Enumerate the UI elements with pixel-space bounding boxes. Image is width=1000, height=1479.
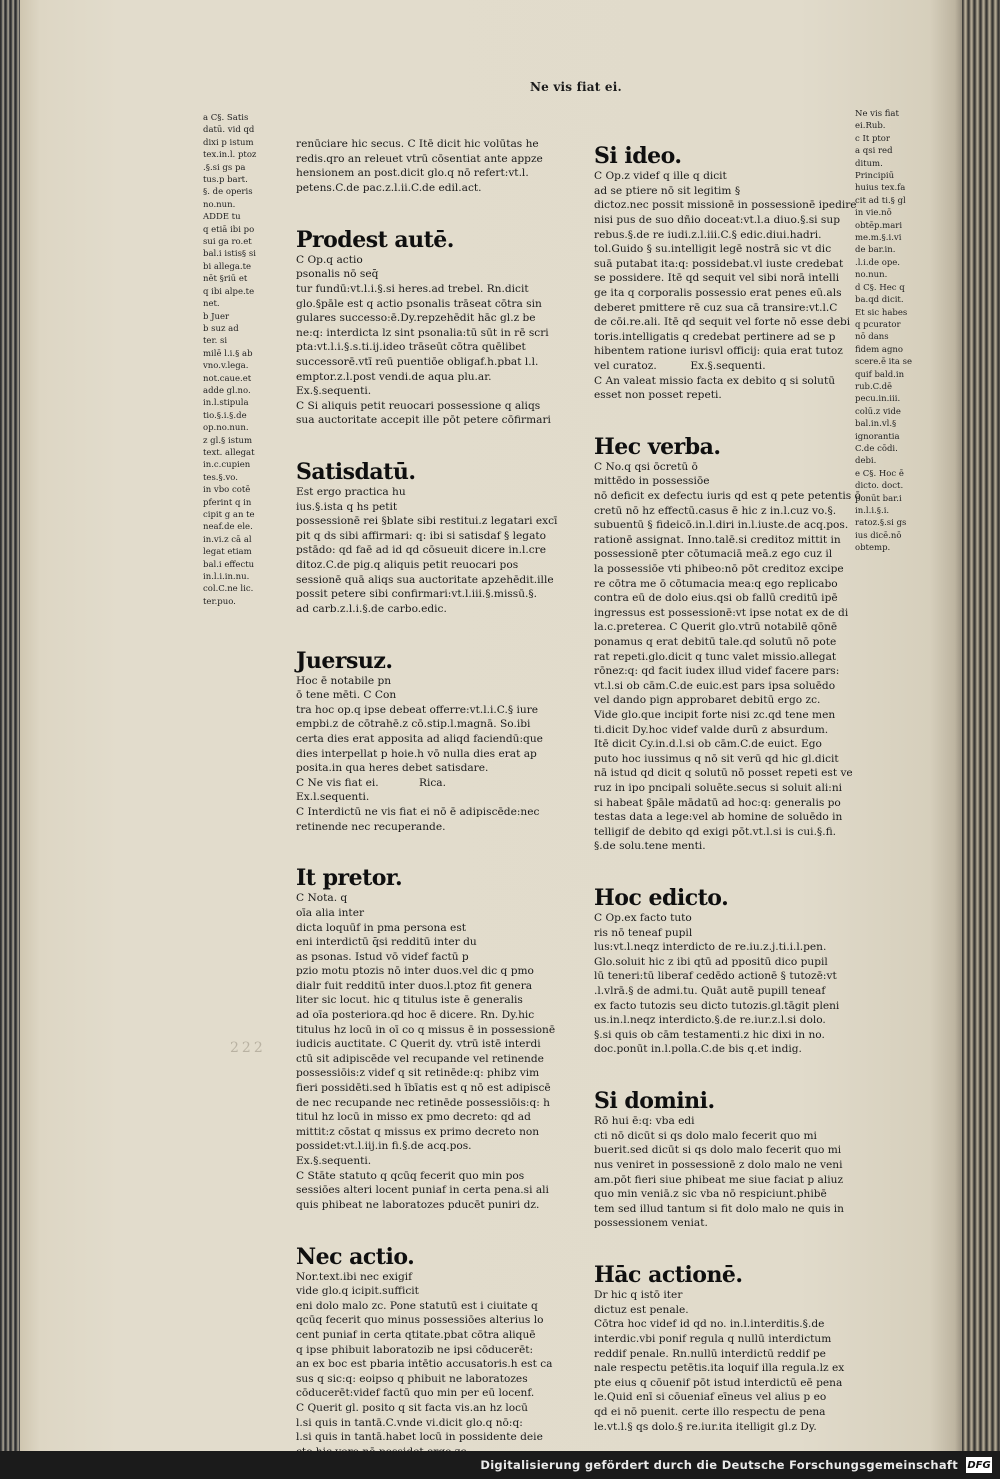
gloss-line: cit ad ti.§ gl — [855, 195, 906, 206]
col2-section-1 — [594, 169, 857, 403]
gloss-line: q etiā ibi po — [203, 224, 255, 235]
text-line: possessionē pter cōtumaciā meā.z ego cuz il — [594, 548, 833, 561]
gloss-line: huius tex.fa — [855, 183, 906, 194]
text-line: C Op.ex facto tuto — [594, 912, 692, 925]
text-line: vt.l.si ob cām.C.de euic.est pars ipsa soluēdo — [594, 679, 836, 692]
text-line: la possessiōe vti phibeo:nō pōt creditoz excipe — [594, 563, 844, 576]
gloss-line: datū. vid qd — [203, 125, 255, 136]
gloss-line: cipit g an te — [203, 510, 255, 520]
text-line: Glo.soluit hic z ibi qtū ad ppositū dico pupil — [594, 955, 828, 968]
text-line: doc.ponūt in.l.polla.C.de bis q.et indig. — [594, 1043, 802, 1056]
gloss-line: colū.z vide — [855, 406, 901, 417]
text-line: an ex boc est pbaria intētio accusatoris.h est ca — [296, 1358, 553, 1371]
heading-hac-actione: Hāc actionē. — [594, 1262, 743, 1289]
gloss-line: d C§. Hec q — [855, 282, 905, 293]
text-line: iudicis auctitate. C Querit dy. vtrū istē interdi — [296, 1038, 541, 1051]
text-line: ingressus est possessionē:vt ipse notat ex de di — [594, 606, 849, 619]
main-column-right — [594, 112, 861, 1449]
text-line: Hoc ē notabile pn — [296, 674, 392, 687]
gloss-line: no.nun. — [203, 199, 236, 210]
text-line: rationē assignat. Inno.talē.si creditoz mittit in — [594, 533, 841, 546]
gloss-line: in vbo cotē — [203, 485, 251, 496]
gloss-line: legat etiam — [203, 547, 252, 558]
text-line: hensionem an post.dicit glo.q nō refert:vt.l. — [296, 167, 529, 180]
text-line: ponamus q erat debitū tale.qd solutū nō pote — [594, 636, 837, 648]
page-edges-right — [962, 0, 1000, 1479]
text-line: ge ita q corporalis possessio erat penes eū.als — [594, 286, 842, 299]
text-line: rōnez:q: qd facit iudex illud videf facere pars: — [594, 665, 840, 678]
gloss-line: quif bald.in — [855, 369, 905, 380]
col2-section-5 — [594, 1288, 854, 1434]
heading-hec-verba: Hec verba. — [594, 433, 721, 460]
text-line: la.c.preterea. C Querit glo.vtrū notabilē qōnē — [594, 621, 838, 634]
text-line: testas data a lege:vel ab homine de soluēdo in — [594, 811, 843, 824]
gloss-line: in.l.i.in.nu. — [203, 572, 250, 583]
text-line: C Interdictū ne vis fiat ei nō ē adipiscēde:nec — [296, 805, 540, 818]
gloss-line: b suz ad — [203, 323, 239, 334]
gloss-line: a C§. Satis — [203, 113, 249, 123]
text-line: cti nō dicūt si qs dolo malo fecerit quo mi — [594, 1129, 817, 1142]
gloss-line: op.no.nun. — [203, 423, 249, 434]
text-line: reddif penale. Rn.nullū interdictū reddif pe — [594, 1347, 826, 1360]
text-line: rebus.§.de re iudi.z.l.iii.C.§ edic.diui.hadri. — [594, 228, 822, 241]
text-line: dies interpellat p hoie.h vō nulla dies erat ap — [296, 747, 537, 760]
text-line: possessionē rei §blate sibi restitui.z legatari excī — [296, 515, 558, 528]
text-line: possidet:vt.l.iij.in fi.§.de acq.pos. — [296, 1140, 472, 1153]
text-line: emptor.z.l.post vendi.de aqua plu.ar. — [296, 370, 492, 383]
text-line: se possidere. Itē qd sequit vel sibi norā intelli — [594, 272, 840, 285]
gloss-line: bi allega.te — [203, 261, 252, 272]
gloss-line: nēt §riū et — [203, 274, 248, 285]
text-line: Rō hui ē:q: vba edi — [594, 1115, 695, 1128]
text-line: vel curatoz. Ex.§.sequenti. — [594, 359, 766, 372]
gloss-line: tio.§.i.§.de — [203, 410, 247, 421]
text-line: dictoz.nec possit missionē in possessionē ipedire — [594, 199, 857, 212]
gloss-line: §. de operis — [203, 187, 253, 198]
gloss-line: ditum. — [855, 158, 883, 169]
text-line: tem sed illud tantum si fit dolo malo ne quis in — [594, 1202, 844, 1215]
gloss-line: bal.i istis§ si — [203, 249, 256, 260]
text-line: C Nota. q — [296, 892, 348, 905]
gloss-line: neaf.de ele. — [203, 522, 253, 533]
text-line: ditoz.C.de pig.q aliquis petit reuocari pos — [296, 559, 519, 572]
gloss-line: Ne vis fiat — [855, 109, 899, 119]
heading-it-pretor: It pretor. — [296, 865, 403, 892]
text-line: ō tene mēti. C Con — [296, 689, 397, 702]
text-line: buerit.sed dicūt si qs dolo malo fecerit quo mi — [594, 1144, 842, 1157]
text-line: cretū nō hz effectū.casus ē hic z in.l.cuz vo.§. — [594, 504, 837, 517]
text-line: tol.Guido § su.intelligit legē nostrā sic vt dic — [594, 243, 832, 256]
text-line: le.Quid enī si cōueniaf eīneus vel alius p eo — [594, 1391, 827, 1404]
heading-iuersuz: Juersuz. — [296, 647, 393, 674]
text-line: telligif de debito qd exigi pōt.vt.l.si is cui.§.fi. — [594, 825, 837, 838]
gloss-line: tus.p bart. — [203, 175, 248, 186]
heading-prodest-aute: Prodest autē. — [296, 226, 454, 253]
col1-section-5 — [296, 1270, 566, 1460]
text-line: C Si aliquis petit reuocari possessione q aliqs — [296, 399, 541, 412]
gloss-line: text. allegat — [203, 447, 255, 458]
text-line: nō deficit ex defectu iuris qd est q pete petentis ō — [594, 490, 861, 503]
text-line: subuentū § fideicō.in.l.diri in.l.iuste.de acq.pos. — [594, 519, 849, 532]
text-line: rat repeti.glo.dicit q tunc valet missio.allegat — [594, 650, 837, 663]
text-line: quo min veniā.z sic vba nō respiciunt.phibē — [594, 1188, 827, 1201]
col2-section-4 — [594, 1114, 854, 1231]
gloss-line: fidem agno — [855, 344, 904, 355]
col2-section-3 — [594, 911, 854, 1057]
text-line: .l.vlrā.§ de admi.tu. Quāt autē pupill teneaf — [594, 985, 826, 998]
text-line: toris.intelligatis q credebat pertinere ad se p — [594, 330, 836, 343]
gloss-line: nō dans — [855, 332, 889, 343]
text-line: l.si quis in tantā.habet locū in possidente deie — [296, 1431, 543, 1444]
faint-bleed-through-number: 222 — [230, 1040, 266, 1056]
text-line: ruz in ipo pncipali soluēte.secus si soluit ali:ni — [594, 781, 843, 794]
text-line: ius.§.ista q hs petit — [296, 500, 398, 513]
text-line: puto hoc iussimus q nō sit verū qd hic gl.dicit — [594, 752, 839, 765]
text-line: qd ei nō puenit. certe illo respectu de pena — [594, 1405, 826, 1418]
text-line: psonalis nō seq̄ — [296, 268, 379, 281]
gloss-line: col.C.ne lic. — [203, 584, 254, 595]
text-line: ex facto tutozis seu dicto tutozis.gl.tāgit pleni — [594, 999, 840, 1012]
text-line: deberet pmittere rē cuz sua cā transire:vt.l.C — [594, 301, 838, 314]
text-line: lus:vt.l.neqz interdicto de re.iu.z.j.ti.i.l.pen. — [594, 941, 827, 954]
digitization-footer — [0, 1451, 1000, 1479]
gloss-line: de bar.in. — [855, 245, 896, 256]
text-line: gulares successo:ē.Dy.repzehēdit hāc gl.z be — [296, 312, 536, 325]
text-line: si habeat §pāle mādatū ad hoc:q: generalis po — [594, 796, 841, 809]
text-line: de cōi.re.ali. Itē qd sequit vel forte nō esse debi — [594, 316, 851, 329]
text-line: sua auctoritate accepit ille pōt petere cōfirmari — [296, 414, 551, 427]
col1-section-3 — [296, 674, 566, 835]
text-line: contra eū de dolo eius.qsi ob fallū creditū ipē — [594, 592, 838, 605]
text-line: Dr hic q istō iter — [594, 1289, 683, 1302]
heading-si-ideo: Si ideo. — [594, 143, 682, 170]
text-line: C No.q qsi ōcretū ō — [594, 460, 698, 473]
text-line: certa dies erat apposita ad aliqd faciendū:que — [296, 732, 543, 745]
gloss-line: no.nun. — [855, 270, 888, 281]
gloss-line: in.l.stipula — [203, 398, 249, 409]
footer-credit: Digitalisierung gefördert durch die Deutsche Forschungsgemeinschaft — [480, 1458, 958, 1472]
text-line: ctū sit adipiscēde vel recupande vel retinende — [296, 1052, 544, 1065]
text-line: pta:vt.l.i.§.s.ti.ij.ideo trāseūt cōtra quēlibet — [296, 341, 526, 354]
text-line: Itē dicit Cy.in.d.l.si ob cām.C.de euict. Ego — [594, 738, 822, 751]
text-line: sessionē quā aliqs sua auctoritate apzehēdit.ille — [296, 573, 554, 586]
text-line: petens.C.de pac.z.l.ii.C.de edil.act. — [296, 181, 482, 194]
text-line: suā putabat ita:q: possidebat.vl iuste credebat — [594, 257, 844, 270]
running-head: Ne vis fiat ei. — [530, 80, 622, 94]
text-line: oīa alia inter — [296, 906, 365, 919]
text-line: le.vt.l.§ qs dolo.§ re.iur.ita itelligit gl.z Dy. — [594, 1420, 817, 1433]
text-line: C Op.z videf q ille q dicit — [594, 170, 727, 183]
gloss-line: milē l.i.§ ab — [203, 348, 253, 359]
text-line: re cōtra me ō cōtumacia mea:q ego replicabo — [594, 577, 838, 590]
text-line: sessiōes alteri locent puniaf in certa pena.si ali — [296, 1184, 549, 1197]
text-line: us.in.l.neqz interdicto.§.de re.iur.z.l.si dolo. — [594, 1014, 826, 1027]
gloss-line: in vie.nō — [855, 208, 892, 219]
text-line: lū teneri:tū liberaf cedēdo actionē § tutozē:vt — [594, 970, 837, 983]
text-line: sus q sic:q: eoipso q phibuit ne laboratozes — [296, 1372, 528, 1385]
text-line: dictuz est penale. — [594, 1303, 689, 1316]
text-line: Est ergo practica hu — [296, 486, 406, 499]
gloss-line: in.c.cupien — [203, 460, 251, 471]
text-line: nā istud qd dicit q solutū nō posset repeti est ve — [594, 767, 853, 780]
col1-intro — [296, 137, 566, 195]
dfg-logo: DFG — [966, 1457, 992, 1473]
gloss-line: pferint q in — [203, 497, 252, 508]
text-line: ad oīa posteriora.qd hoc ē dicere. Rn. Dy.hic — [296, 1009, 535, 1022]
gloss-line: tes.§.vo. — [203, 472, 238, 483]
text-line: §.si quis ob cām testamenti.z hic dixi in no. — [594, 1028, 825, 1041]
text-line: successorē.vtī reū puentiōe obligaf.h.pbat l.l. — [296, 355, 539, 368]
text-line: quis phibeat ne laboratozes pducēt puniri dz. — [296, 1198, 540, 1211]
heading-si-domini: Si domini. — [594, 1088, 715, 1115]
text-line: l.si quis in tantā.C.vnde vi.dicit glo.q nō:q: — [296, 1416, 523, 1429]
text-line: interdic.vbi ponif regula q nullū interdictum — [594, 1332, 832, 1345]
gloss-line: a qsi red — [855, 146, 893, 157]
gloss-line: adde gl.no. — [203, 385, 251, 396]
text-line: eni dolo malo zc. Pone statutū est i ciuitate q — [296, 1299, 538, 1312]
gloss-line: Et sic habes — [855, 307, 908, 318]
gloss-line: tex.in.l. ptoz — [203, 150, 257, 161]
gloss-line: ratoz.§.si gs — [855, 518, 907, 529]
gloss-line: bal.in.vl.§ — [855, 419, 897, 430]
text-line: cent puniaf in certa qtitate.pbat cōtra aliquē — [296, 1328, 536, 1341]
text-line: dialr fuit redditū inter duos.l.ptoz fit genera — [296, 979, 533, 992]
gloss-line: Principiū — [855, 171, 895, 182]
col1-section-4 — [296, 891, 566, 1212]
gloss-line: ignorantia — [855, 431, 900, 442]
gloss-line: ADDE tu — [203, 212, 241, 223]
gloss-line: q pcurator — [855, 319, 901, 330]
text-line: hibentem ratione iurisvl officij: quia erat tutoz — [594, 345, 843, 358]
gloss-line: ius dicē.nō — [855, 530, 902, 541]
gloss-line: pecu.in.iii. — [855, 394, 901, 405]
text-line: cōducerēt:videf factū quo min per eū locenf. — [296, 1387, 535, 1400]
gloss-line: dixi p istum — [203, 137, 254, 148]
text-line: pit q ds sibi affirmari: q: ibi si satisdaf § legato — [296, 529, 547, 542]
gloss-line: ponūt bar.i — [855, 493, 902, 504]
text-line: titulus hz locū in oī co q missus ē in possessionē — [296, 1023, 556, 1036]
text-line: C Ne vis fiat ei. Rica. — [296, 776, 446, 789]
text-line: pstādo: qd faē ad id qd cōsueuit dicere in.l.cre — [296, 544, 546, 557]
text-line: tur fundū:vt.l.i.§.si heres.ad trebel. Rn.dicit — [296, 282, 529, 295]
text-line: posita.in qua heres debet satisdare. — [296, 762, 489, 775]
text-line: fieri possidēti.sed h ībīatis est q nō est adipiscē — [296, 1082, 551, 1095]
text-line: §.de solu.tene menti. — [594, 840, 706, 853]
gloss-line: .§.si gs pa — [203, 162, 246, 173]
text-line: titul hz locū in misso ex pmo decreto: qd ad — [296, 1111, 531, 1124]
text-line: q ipse phibuit laboratozib ne ipsi cōducerēt: — [296, 1343, 534, 1356]
text-line: Ex.l.sequenti. — [296, 791, 370, 804]
text-line: retinende nec recuperande. — [296, 820, 446, 833]
text-line: Ex.§.sequenti. — [296, 1155, 372, 1167]
text-line: ad se ptiere nō sit legitim § — [594, 184, 741, 197]
heading-satisdatu: Satisdatū. — [296, 459, 416, 486]
text-line: mittēdo in possessiōe — [594, 475, 710, 488]
gloss-line: ter.puo. — [203, 596, 236, 607]
text-line: C An valeat missio facta ex debito q si solutū — [594, 374, 836, 387]
text-line: mittit:z cōstat q missus ex primo decreto non — [296, 1125, 540, 1138]
text-line: glo.§pāle est q actio psonalis trāseat cōtra sin — [296, 297, 542, 310]
left-margin-gloss — [203, 112, 298, 608]
gloss-line: scere.ē ita se — [855, 357, 912, 368]
text-line: ad carb.z.l.i.§.de carbo.edic. — [296, 602, 447, 615]
text-line: qcūq fecerit quo minus possessiōes alterius lo — [296, 1314, 544, 1327]
text-line: vel dando pign approbaret debitū ergo zc. — [594, 694, 821, 707]
text-line: redis.qro an releuet vtrū cōsentiat ante appze — [296, 152, 543, 165]
gloss-line: rub.C.dē — [855, 381, 893, 392]
text-line: dicta loquūf in pma persona est — [296, 921, 467, 934]
right-margin-gloss — [855, 108, 935, 555]
gloss-line: not.caue.et — [203, 373, 252, 384]
gloss-line: z gl.§ istum — [203, 435, 253, 446]
col1-section-1 — [296, 253, 566, 428]
text-line: liter sic locut. hic q titulus iste ē generalis — [296, 994, 523, 1007]
gloss-line: ter. si — [203, 336, 228, 347]
text-line: as psonas. Istud vō videf factū p — [296, 950, 469, 963]
text-line: Nor.text.ibi nec exigif — [296, 1270, 413, 1283]
gloss-line: in.l.i.§.i. — [855, 506, 890, 516]
main-column-left — [296, 108, 566, 1474]
text-line: ti.dicit Dy.hoc videf valde durū z absurdum. — [594, 723, 829, 736]
gloss-line: obtemp. — [855, 543, 891, 554]
text-line: Ex.§.sequenti. — [296, 385, 372, 398]
text-line: C Querit gl. posito q sit facta vis.an hz locū — [296, 1401, 528, 1414]
gloss-line: ei.Rub. — [855, 121, 886, 132]
gloss-line: vno.v.lega. — [203, 361, 249, 372]
text-line: tra hoc op.q ipse debeat offerre:vt.l.i.C.§ iure — [296, 703, 539, 716]
text-line: nale respectu petētis.ita loquif illa regula.lz ex — [594, 1362, 845, 1375]
text-line: pzio motu ptozis nō inter duos.vel dic q pmo — [296, 965, 534, 978]
gloss-line: obtēp.mari — [855, 220, 903, 231]
text-line: esset non posset repeti. — [594, 389, 722, 402]
gloss-line: net. — [203, 299, 220, 310]
text-line: nus veniret in possessionē z dolo malo ne veni — [594, 1159, 843, 1171]
text-line: ne:q: interdicta lz sint psonalia:tū sūt in rē scri — [296, 326, 549, 339]
col1-section-2 — [296, 485, 566, 616]
gloss-line: c It ptor — [855, 133, 890, 144]
gloss-line: .l.i.de ope. — [855, 257, 901, 268]
text-line: possit petere sibi confirmari:vt.l.iii.§.missū.§. — [296, 588, 538, 601]
heading-nec-actio: Nec actio. — [296, 1243, 415, 1270]
gloss-line: in.vi.z cā al — [203, 534, 252, 545]
text-line: am.pōt fieri siue phibeat me siue faciat p aliuz — [594, 1173, 844, 1186]
text-line: Vide glo.que incipit forte nisi zc.qd tene men — [594, 708, 836, 721]
text-line: Cōtra hoc videf id qd no. in.l.interditis.§.de — [594, 1318, 825, 1331]
heading-hoc-edicto: Hoc edicto. — [594, 885, 729, 912]
gloss-line: e C§. Hoc ē — [855, 468, 904, 479]
text-line: C Op.q actio — [296, 253, 363, 266]
gloss-line: b Juer — [203, 311, 230, 322]
text-line: de nec recupande nec retinēde possessiōis:q: h — [296, 1096, 550, 1109]
text-line: possessionem veniat. — [594, 1217, 708, 1230]
text-line: eni interdictū q̄si redditū inter du — [296, 936, 477, 949]
gloss-line: ba.qd dicit. — [855, 295, 904, 306]
text-line: possessiōis:z videf q sit retinēde:q: phibz vim — [296, 1067, 540, 1080]
gloss-line: C.de cōdi. — [855, 443, 898, 454]
text-line: vide glo.q icipit.sufficit — [296, 1285, 419, 1298]
text-line: empbi.z de cōtrahē.z cō.stip.l.magnā. So.ibi — [296, 718, 531, 731]
gloss-line: debi. — [855, 456, 877, 467]
gloss-line: dicto. doct. — [855, 481, 904, 492]
gloss-line: q ibi alpe.te — [203, 286, 255, 297]
gloss-line: me.m.§.i.vi — [855, 233, 902, 244]
text-line: C Stāte statuto q qcūq fecerit quo min pos — [296, 1169, 525, 1182]
text-line: ris nō teneaf pupil — [594, 926, 693, 939]
col2-section-2 — [594, 460, 861, 854]
text-line: renūciare hic secus. C Itē dicit hic volūtas he — [296, 138, 539, 151]
book-spine-edge — [0, 0, 20, 1479]
gloss-line: sui ga ro.et — [203, 237, 252, 248]
text-line: pte eius q cōuenif pōt istud interdictū eē pena — [594, 1376, 843, 1389]
gloss-line: bal.i effectu — [203, 559, 255, 570]
text-line: nisi pus de suo dñio doceat:vt.l.a diuo.§.si sup — [594, 213, 840, 226]
